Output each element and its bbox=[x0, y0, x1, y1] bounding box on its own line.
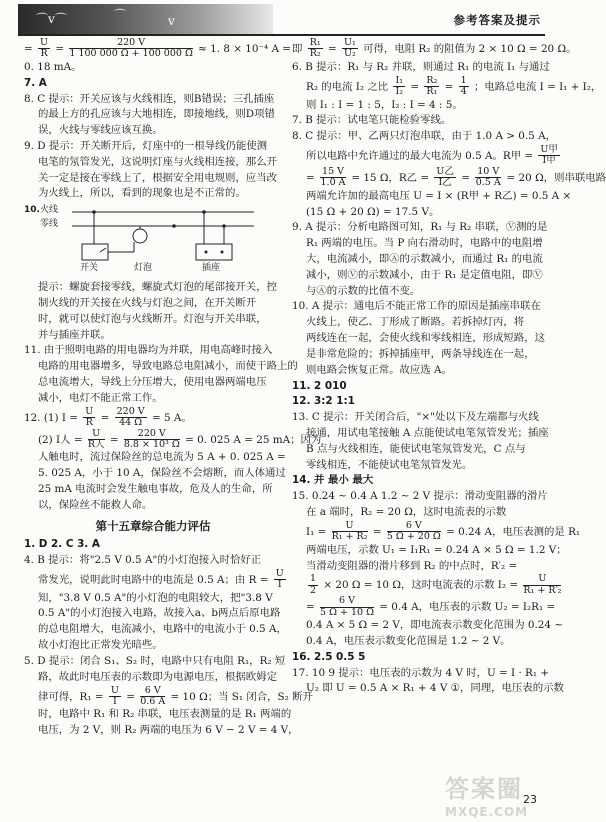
answer-line: 两线连在一起，会使火线和零线相连，形成短路，这 bbox=[306, 332, 545, 345]
switch-label: 开关 bbox=[80, 263, 99, 274]
live-wire-label: 火线 bbox=[40, 205, 59, 216]
watermark-logo: 答案圈 MXQE.COM bbox=[445, 775, 529, 820]
answer-line: (15 Ω + 20 Ω) = 17.5 V。 bbox=[306, 205, 440, 218]
answer-line: 0.4 A × 5 Ω = 2 V，即电流表示数变化范围为 0.24 ~ bbox=[306, 619, 564, 632]
answer-line: 接通，用试电笔接触 A 点能使试电笔氖管发光；插座 bbox=[306, 426, 549, 439]
answer-8: 8. C 提示：甲、乙两只灯泡串联，由于 1.0 A > 0.5 A， bbox=[292, 130, 556, 143]
answer-5: 5. D 提示：闭合 S₁、S₂ 时，电路中只有电阻 R₁，R₂ 短 bbox=[24, 654, 286, 667]
answer-10: 提示：螺旋套接零线，螺旋式灯泡的尾部接开关，控 bbox=[38, 281, 277, 294]
answer-line: 0.4 A，电压表示数变化范围是 1.2 ~ 2 V。 bbox=[306, 634, 511, 647]
answer-line: 路，故此时电压表的示数即为电源电压，根据欧姆定 bbox=[38, 670, 277, 683]
answer-16: 16. 2.5 0.5 5 bbox=[292, 650, 366, 663]
text: ≈ 1. 8 × 10⁻⁴ A = bbox=[198, 42, 291, 55]
answer-line: 常发光，说明此时电路中的电流是 0.5 A；由 R = $\frac{U}{I}$ bbox=[38, 567, 284, 591]
answer-line: 时，电路中 R₁ 和 R₂ 串联，电压表测量的是 R₁ 两端的 bbox=[38, 708, 292, 721]
fraction: $\frac{220 V}{1 100 000 \Omega + 100 000 \Omega}$ bbox=[69, 37, 193, 60]
answer-line: 人触电时，流过保险丝的总电流为 5 A + 0. 025 A = bbox=[38, 451, 286, 464]
answer-line: 制火线的开关接在火线与灯泡之间，在开关断开 bbox=[38, 297, 257, 309]
answer-8: 8. C 提示：开关应该与火线相连，则B错误；三孔插座 bbox=[24, 92, 275, 105]
answer-4: 4. B 提示：将"2.5 V 0.5 A"的小灯泡接入时恰好正 bbox=[24, 553, 262, 566]
answer-9: 9. D 提示：开关断开后，灯座中的一根导线仍能使测 bbox=[24, 139, 268, 152]
answer-line: 以，保险丝不能救人命。 bbox=[38, 498, 153, 511]
answer-line: 故小灯泡比正常发光暗些。 bbox=[38, 639, 163, 652]
answer-line: 则电路会恢复正常。故应选 A。 bbox=[306, 363, 452, 376]
answer-line: 是非常危险的；拆掉插座甲，两条导线连在一起， bbox=[306, 347, 535, 360]
answer-line: 0.5 A"的小灯泡接入电路，故接入a、b两点后原电路 bbox=[38, 607, 281, 620]
answer-line: I₁ = $\frac{U}{\text{R₁ + R₂}}$ = $\frac{6 V}{5 \Omega + 20 \Omega}$ = 0.24 A，电压表测的是 R₁ bbox=[306, 519, 581, 543]
answer-line: 25 mA 电流时会发生触电事故，危及人的生命，所 bbox=[38, 483, 273, 496]
answer-line: 律可得，R₁ = $\frac{U}{I}$ = $\frac{6 V}{0.6 A}$ = 10 Ω；当 S₁ 闭合，S₂ 断开 bbox=[38, 684, 313, 707]
wiring-diagram bbox=[24, 204, 282, 278]
answer-line: = $\frac{15 V}{1.0 A}$ = 15 Ω，R乙 = $\frac{\text{U乙}}{\text{I乙}}$ = $\frac{10 V}{0.5 A}$ = 20 Ω，则串联电路 bbox=[306, 165, 606, 189]
answer-9: 9. A 提示：分析电路图可知，R₁ 与 R₂ 串联，Ⓥ测的是 bbox=[292, 221, 548, 234]
answer-line: 电路的用电器增多，导致电路总电阻减小，而使干路上的 bbox=[38, 360, 298, 373]
bird-icon: v bbox=[168, 14, 175, 28]
neutral-wire-label: 零线 bbox=[40, 219, 59, 230]
answer-line: 并与插座并联。 bbox=[38, 328, 111, 341]
decorative-banner bbox=[18, 4, 273, 34]
header-title: 参考答案及提示 bbox=[453, 13, 541, 27]
answer-line: 0. 18 mA。 bbox=[24, 60, 82, 73]
answer-line: 电笔的氖管发光，这说明灯座与火线相连接，那么开 bbox=[38, 155, 277, 168]
header-divider bbox=[18, 34, 545, 36]
bird-icon: ⌒ bbox=[114, 8, 127, 22]
answer-line: 时，就可以使灯泡与火线断开。灯泡与开关串联， bbox=[38, 312, 267, 325]
answer-line: 知，"3.8 V 0.5 A"的小灯泡的电阻较大，把"3.8 V bbox=[38, 591, 273, 604]
answer-line: 两端电压，示数 U₁ = I₁R₁ = 0.24 A × 5 Ω = 1.2 V； bbox=[306, 543, 567, 556]
answer-line: U₂ 即 U = 0.5 A × R₁ + 4 V ①，同理，电压表的示数 bbox=[306, 682, 564, 695]
answer-line: 大，电流减小，即Ⓐ的示数减小，而通过 R₁ 的电流 bbox=[306, 253, 543, 265]
answer-line: 5. 025 A，小于 10 A，保险丝不会熔断，而人体通过 bbox=[38, 467, 286, 480]
answer-line: = $\frac{U}{R}$ = $\frac{220 V}{1 100 000 \Omega + 100 000 \Omega}$ ≈ 1. 8 × 10⁻⁴ A = bbox=[24, 37, 291, 60]
answer-10: 10. A 提示：通电后不能正常工作的原因是插座串联在 bbox=[292, 300, 541, 313]
socket-label: 插座 bbox=[202, 263, 221, 274]
answer-17: 17. 10 9 提示：电压表的示数为 4 V 时，U = I · R₁ + bbox=[292, 666, 550, 679]
answer-12: 12. (1) I = $\frac{U}{R}$ = $\frac{220 V}{44 \Omega}$ = 5 A。 bbox=[24, 405, 192, 429]
answer-line: R₁ 两端的电压。当 P 向右滑动时，电路中的电阻增 bbox=[306, 237, 543, 250]
answer-line: 误，火线与零线应该互换。 bbox=[38, 124, 163, 137]
section-title: 第十五章综合能力评估 bbox=[95, 518, 211, 533]
page-header bbox=[0, 0, 563, 36]
page-number: 23 bbox=[523, 793, 537, 807]
answer-line: 减小，电灯不能正常工作。 bbox=[38, 391, 163, 404]
answer-line: 两端允许加的最高电压 U = I × (R甲 + R乙) = 0.5 A × bbox=[306, 189, 572, 202]
answer-line: 所以电路中允许通过的最大电流为 0.5 A。R甲 = $\frac{\text{U甲}}{\text{I甲}}$ bbox=[306, 144, 558, 167]
answer-line: (2) I人 = $\frac{U}{\text{R人}}$ = $\frac{220 V}{\text{8.8 × 10³ Ω}}$ = 0. 025 A = 25 mA；因为 bbox=[38, 427, 322, 450]
answer-6: 6. B 提示：R₁ 与 R₂ 并联，则通过 R₁ 的电流 I₁ 与通过 bbox=[292, 60, 550, 73]
text: = bbox=[24, 42, 33, 55]
answer-10-label: 10. bbox=[24, 205, 40, 216]
right-column bbox=[292, 37, 606, 697]
answer-line: 则 I₁ : I = 1 : 5，I₂ : I = 4 : 5。 bbox=[306, 98, 463, 111]
answer-line: 的最上方的孔应该与大地相连，即接地线，则D项错 bbox=[38, 108, 275, 121]
answer-line: 零线相连，不能使试电笔氖管发光。 bbox=[306, 458, 473, 471]
answer-13: 13. C 提示：开关闭合后，"×"处以下及左端都与火线 bbox=[292, 411, 539, 424]
answer-line: 减小，则Ⓥ的示数减小，由于 R₁ 是定值电阻，即Ⓥ bbox=[306, 268, 543, 281]
answer-12: 12. 3:2 1:1 bbox=[292, 395, 355, 408]
answer-line: 的总电阻增大，电流减小，电路中的电流小于 0.5 A， bbox=[38, 623, 287, 636]
answers-1-3: 1. D 2. C 3. A bbox=[24, 538, 100, 551]
answer-line: 与Ⓐ的示数的比值不变。 bbox=[306, 284, 421, 297]
answer-line: 总电流增大，导线上分压增大，使用电器两端电压 bbox=[38, 376, 267, 389]
answer-line: B 点与火线相连，能使试电笔氖管发光，C 点与 bbox=[306, 442, 526, 455]
answer-line: 火线上，使乙、丁形成了断路。若拆掉灯丙，将 bbox=[306, 316, 525, 329]
fraction: $\frac{U}{R}$ bbox=[40, 37, 49, 60]
answer-7: 7. B 提示：试电笔只能检验零线。 bbox=[292, 114, 452, 127]
answer-line: 关一定是接在零线上了，根据安全用电规则，应当改 bbox=[38, 171, 277, 184]
answer-line: 当滑动变阻器的滑片移到 R₂ 的中点时，R′₂ = bbox=[306, 559, 518, 572]
answer-line: R₂ 的电流 I₂ 之比 $\frac{\text{I₁}}{\text{I₂}}$ = $\frac{\text{R₂}}{\text{R₁}}$ = $\frac{1}{4}$ ；电路总电流 I = I₁ + I₂， bbox=[306, 74, 602, 98]
answer-line: = $\frac{6 V}{5 \Omega + 10 \Omega}$ = 0.4 A，电压表的示数 U₂ = I₂R₁ = bbox=[306, 595, 556, 618]
answer-line: 为火线上，所以，看到的现象也是不正常的。 bbox=[38, 187, 246, 200]
answer-11: 11. 2 010 bbox=[292, 379, 347, 392]
answer-line: 电压，为 2 V，则 R₂ 两端的电压为 6 V − 2 V = 4 V， bbox=[38, 724, 299, 737]
answer-line: 即 $\frac{\text{R₁}}{\text{R₂}}$ = $\frac{\text{U₁}}{\text{U₂}}$ 可得，电阻 R₂ 的阻值为 2 × 10 Ω = 20 Ω。 bbox=[292, 37, 577, 60]
answer-15: 15. 0.24 ~ 0.4 A 1.2 ~ 2 V 提示：滑动变阻器的滑片 bbox=[292, 490, 548, 503]
answer-7: 7. A bbox=[24, 76, 47, 89]
answer-11: 11. 由于照明电路的用电器均为并联，用电高峰时接入 bbox=[24, 344, 273, 357]
answer-14: 14. 并 最小 最大 bbox=[292, 474, 374, 487]
lamp-label: 灯泡 bbox=[134, 263, 153, 274]
bird-icon: ⌒v⌒ bbox=[36, 12, 67, 26]
answer-line: 在 a 端时，R₂ = 20 Ω，这时电流表的示数 bbox=[306, 506, 507, 518]
answer-line: $\frac{1}{2}$ × 20 Ω = 10 Ω，这时电流表的示数 I₂ = $\frac{U}{\text{R₁ + R′₂}}$ bbox=[310, 573, 562, 596]
